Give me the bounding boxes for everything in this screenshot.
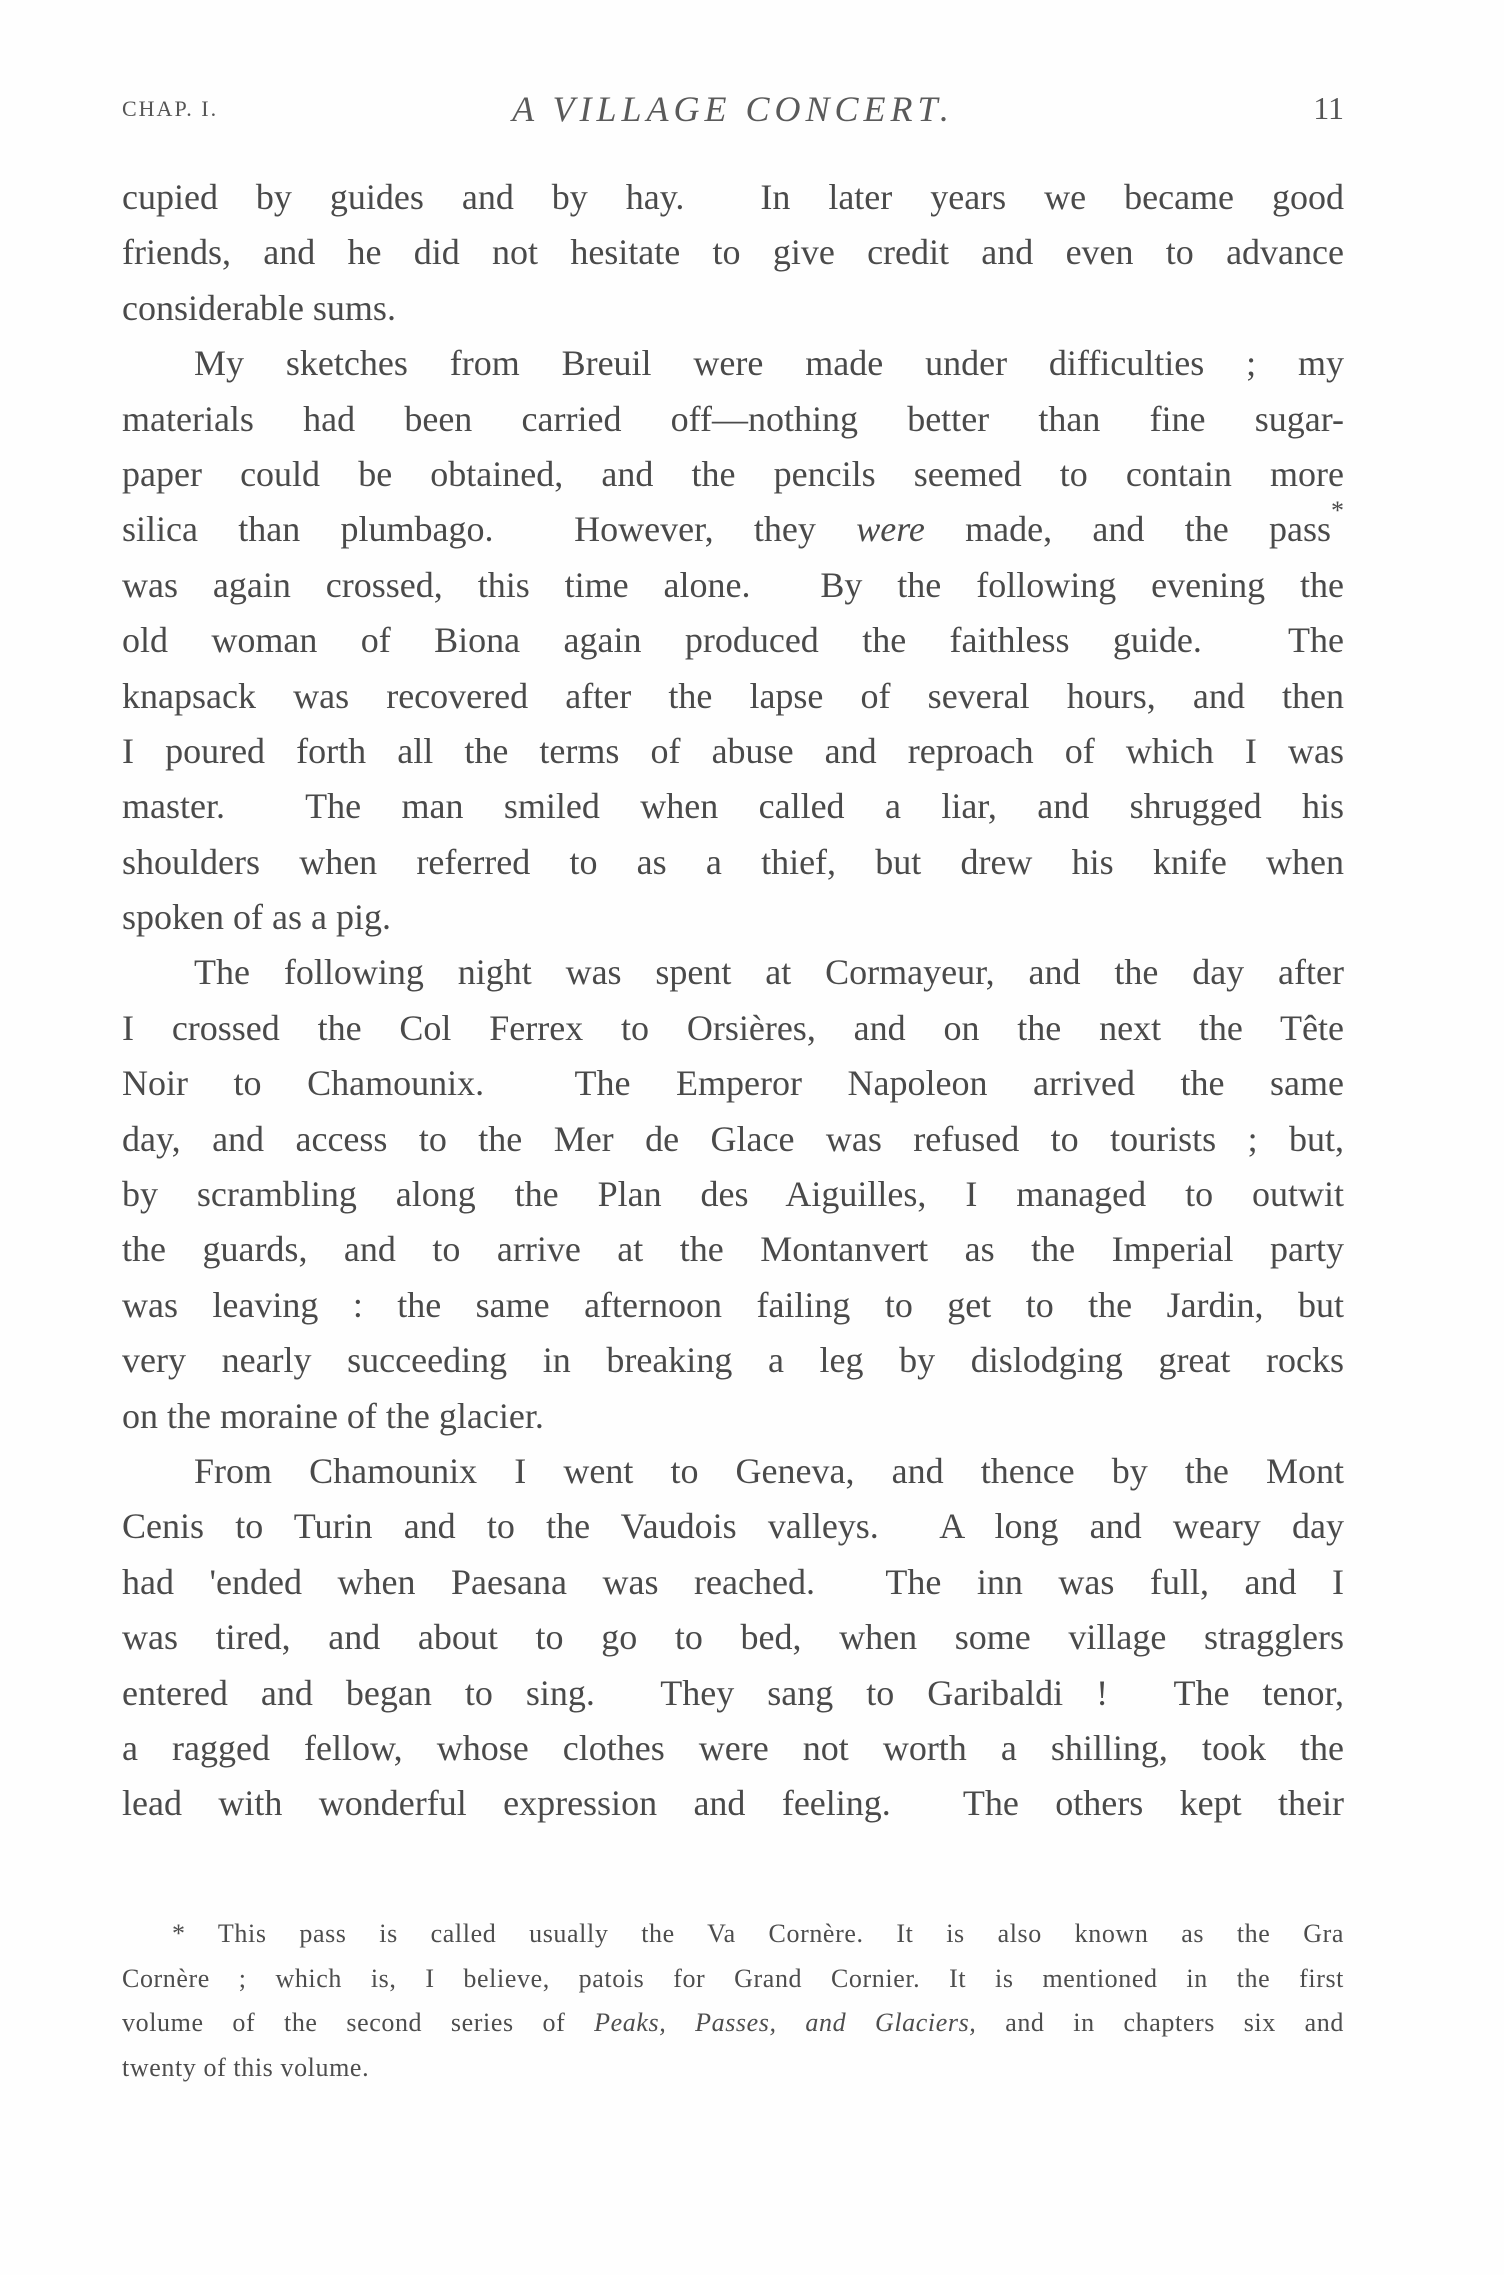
text-line: knapsack was recovered after the lapse of several hours, and then <box>122 675 1344 716</box>
text-line: lead with wonderful expression and feeling. The others kept their <box>122 1783 1344 1824</box>
text-line: day, and access to the Mer de Glace was refused to tourists ; but, <box>122 1118 1344 1159</box>
text-line: was again crossed, this time alone. By the following evening the <box>122 564 1344 605</box>
text-line: had 'ended when Paesana was reached. The inn was full, and I <box>122 1561 1344 1602</box>
text-line: I poured forth all the terms of abuse and reproach of which I was <box>122 730 1344 771</box>
text-line: by scrambling along the Plan des Aiguilles, I managed to outwit <box>122 1174 1344 1215</box>
text-line: a ragged fellow, whose clothes were not worth a shilling, took the <box>122 1727 1344 1768</box>
book-title-citation: Peaks, Passes, and Glaciers, <box>594 2008 977 2037</box>
footnote-line: * This pass is called usually the Va Cornère. It is also known as the Gra <box>172 1919 1344 1948</box>
text-line: very nearly succeeding in breaking a leg by dislodging great rocks <box>122 1340 1344 1381</box>
text-line: cupied by guides and by hay. In later years we became good <box>122 177 1344 217</box>
text-line: paper could be obtained, and the pencils seemed to contain more <box>122 453 1344 494</box>
text-line: master. The man smiled when called a liar, and shrugged his <box>122 786 1344 827</box>
text-line: My sketches from Breuil were made under difficulties ; my <box>194 343 1344 384</box>
text-line: entered and began to sing. They sang to Garibaldi ! The tenor, <box>122 1672 1344 1713</box>
text-line: the guards, and to arrive at the Montanvert as the Imperial party <box>122 1229 1344 1270</box>
text-line: considerable sums. <box>122 287 396 328</box>
text-line: old woman of Biona again produced the faithless guide. The <box>122 620 1344 661</box>
text-line: silica than plumbago. However, they were made, and the pass* <box>122 496 1344 550</box>
page-number: 11 <box>1313 90 1344 126</box>
body-text <box>122 170 1344 1832</box>
text-line: on the moraine of the glacier. <box>122 1395 544 1436</box>
running-head <box>122 88 1344 128</box>
footnote-marker: * <box>1331 496 1344 526</box>
text-line: materials had been carried off—nothing better than fine sugar- <box>122 398 1344 439</box>
footnote-line: volume of the second series of Peaks, Passes, and Glaciers, and in chapters six and <box>122 2008 1344 2037</box>
text-line: shoulders when referred to as a thief, but drew his knife when <box>122 841 1344 882</box>
text-line: spoken of as a pig. <box>122 897 391 938</box>
text-line: was leaving : the same afternoon failing to get to the Jardin, but <box>122 1284 1344 1325</box>
footnote-line: twenty of this volume. <box>122 2052 370 2082</box>
text-line: The following night was spent at Cormayeur, and the day after <box>194 952 1344 993</box>
text-line: Cenis to Turin and to the Vaudois valleys. A long and weary day <box>122 1506 1344 1547</box>
footnote-line: Cornère ; which is, I believe, patois for Grand Cornier. It is mentioned in the first <box>122 1963 1344 1993</box>
footnote <box>122 1912 1344 2090</box>
emphasis-were: were <box>856 509 925 550</box>
text-line: was tired, and about to go to bed, when some village stragglers <box>122 1617 1344 1658</box>
chapter-label: CHAP. I. <box>122 96 219 121</box>
text-line: friends, and he did not hesitate to give credit and even to advance <box>122 232 1344 273</box>
text-line: Noir to Chamounix. The Emperor Napoleon arrived the same <box>122 1063 1344 1104</box>
text-line: I crossed the Col Ferrex to Orsières, and on the next the Tête <box>122 1007 1344 1048</box>
text-line: From Chamounix I went to Geneva, and thence by the Mont <box>194 1450 1344 1491</box>
running-title: A VILLAGE CONCERT. <box>512 89 954 129</box>
